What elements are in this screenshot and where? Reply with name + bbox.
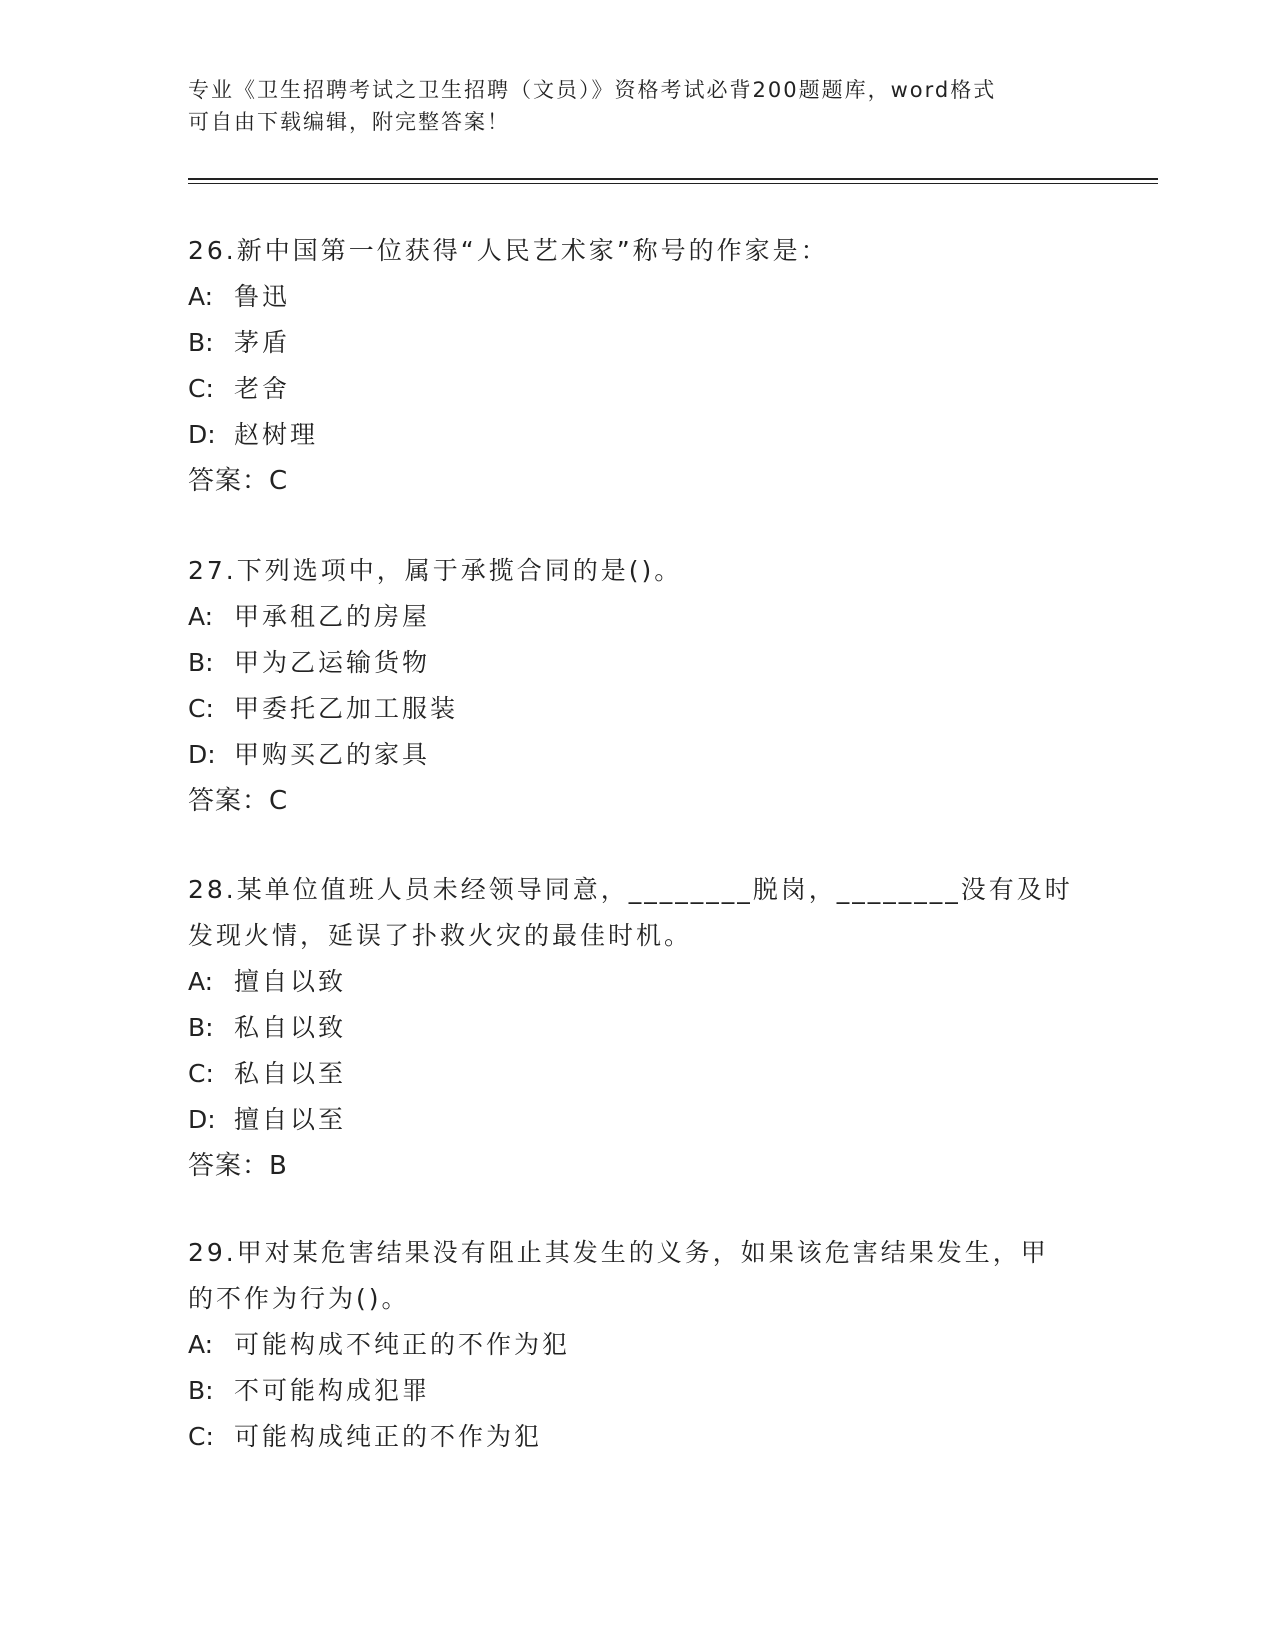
question-stem-line-1: 28.某单位值班人员未经领导同意，________脱岗，________没有及时 bbox=[188, 875, 1073, 904]
option-text: 私自以至 bbox=[234, 1059, 347, 1088]
option-label: D: bbox=[188, 1105, 216, 1134]
option-label: D: bbox=[188, 740, 216, 769]
option-c bbox=[188, 366, 1088, 412]
option-a bbox=[188, 274, 1088, 320]
option-a bbox=[188, 959, 1088, 1005]
option-text: 可能构成纯正的不作为犯 bbox=[234, 1422, 543, 1451]
option-text: 鲁迅 bbox=[234, 282, 291, 311]
option-label: C: bbox=[188, 1422, 214, 1451]
option-text: 擅自以致 bbox=[234, 967, 347, 996]
option-b bbox=[188, 320, 1088, 366]
option-b bbox=[188, 1005, 1088, 1051]
option-c bbox=[188, 1414, 1088, 1460]
option-text: 甲承租乙的房屋 bbox=[234, 602, 431, 631]
option-label: A: bbox=[188, 602, 214, 631]
option-text: 老舍 bbox=[234, 374, 291, 403]
option-a bbox=[188, 1322, 1088, 1368]
option-label: B: bbox=[188, 1376, 214, 1405]
question-stem-line-2: 的不作为行为()。 bbox=[188, 1284, 410, 1313]
option-text: 可能构成不纯正的不作为犯 bbox=[234, 1330, 571, 1359]
answer: 答案：C bbox=[188, 466, 289, 496]
option-b bbox=[188, 1368, 1088, 1414]
option-text: 赵树理 bbox=[234, 420, 319, 449]
question-28 bbox=[188, 867, 1088, 1189]
option-label: B: bbox=[188, 328, 214, 357]
question-stem: 27.下列选项中，属于承揽合同的是()。 bbox=[188, 556, 683, 585]
option-label: A: bbox=[188, 1330, 214, 1359]
option-label: B: bbox=[188, 1013, 214, 1042]
option-c bbox=[188, 1051, 1088, 1097]
option-d bbox=[188, 732, 1088, 778]
header-line-2: 可自由下载编辑，附完整答案！ bbox=[188, 110, 510, 134]
question-stem: 26.新中国第一位获得“人民艺术家”称号的作家是： bbox=[188, 236, 829, 265]
option-a bbox=[188, 594, 1088, 640]
option-label: C: bbox=[188, 374, 214, 403]
option-text: 甲购买乙的家具 bbox=[234, 740, 431, 769]
option-text: 擅自以至 bbox=[234, 1105, 347, 1134]
option-label: B: bbox=[188, 648, 214, 677]
question-stem-line-1: 29.甲对某危害结果没有阻止其发生的义务，如果该危害结果发生，甲 bbox=[188, 1238, 1049, 1267]
option-label: D: bbox=[188, 420, 216, 449]
option-label: C: bbox=[188, 694, 214, 723]
document-header bbox=[188, 74, 1088, 138]
option-d bbox=[188, 412, 1088, 458]
header-line-1: 专业《卫生招聘考试之卫生招聘（文员）》资格考试必背200题题库，word格式 bbox=[188, 78, 997, 102]
option-label: A: bbox=[188, 967, 214, 996]
option-b bbox=[188, 640, 1088, 686]
question-26 bbox=[188, 228, 1088, 504]
option-d bbox=[188, 1097, 1088, 1143]
header-divider-thick bbox=[188, 178, 1158, 180]
option-c bbox=[188, 686, 1088, 732]
header-divider-thin bbox=[188, 183, 1158, 184]
option-text: 茅盾 bbox=[234, 328, 291, 357]
question-stem-line-2: 发现火情，延误了扑救火灾的最佳时机。 bbox=[188, 921, 693, 950]
answer: 答案：B bbox=[188, 1151, 288, 1181]
option-text: 不可能构成犯罪 bbox=[234, 1376, 431, 1405]
option-text: 私自以致 bbox=[234, 1013, 347, 1042]
option-label: A: bbox=[188, 282, 214, 311]
question-29 bbox=[188, 1230, 1088, 1460]
option-text: 甲委托乙加工服装 bbox=[234, 694, 459, 723]
answer: 答案：C bbox=[188, 786, 289, 816]
question-27 bbox=[188, 548, 1088, 824]
option-text: 甲为乙运输货物 bbox=[234, 648, 431, 677]
option-label: C: bbox=[188, 1059, 214, 1088]
